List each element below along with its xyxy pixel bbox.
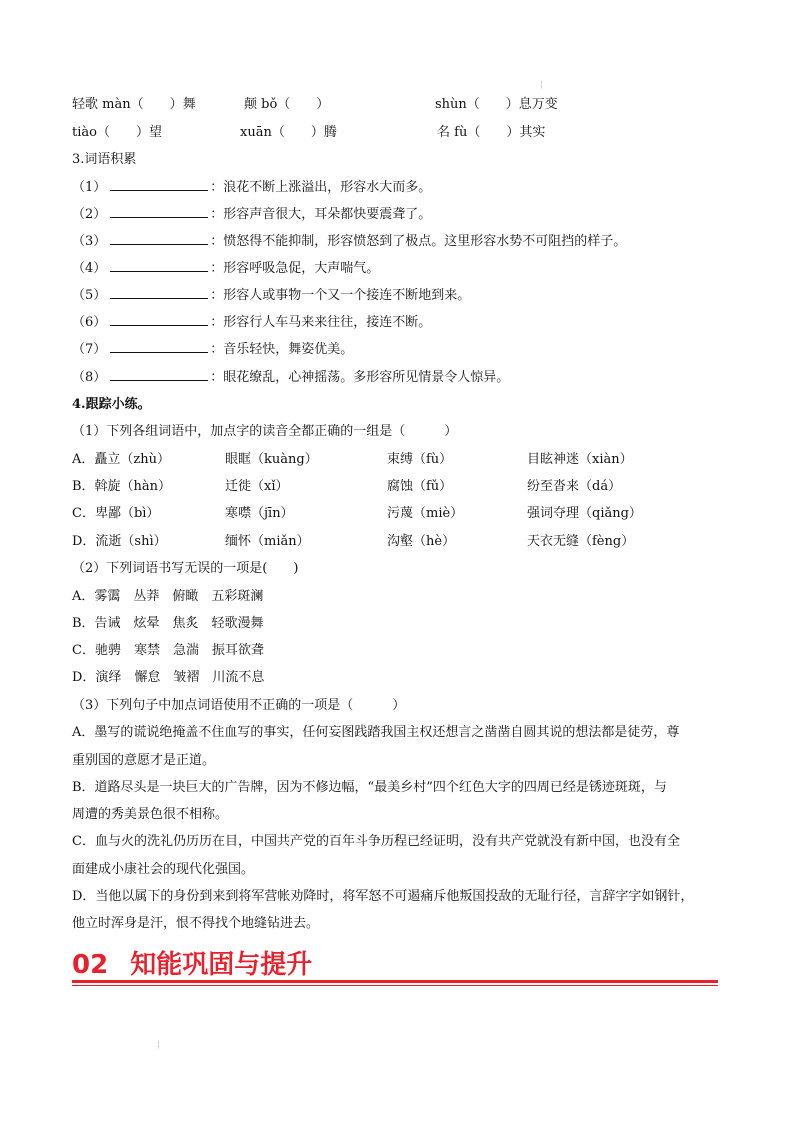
vocab-item-3 xyxy=(72,233,626,251)
q1-option-a-3: 束缚（fù） xyxy=(387,452,453,467)
pinyin-row2-col1: tiào（ ）望 xyxy=(72,125,162,140)
q1-option-a-4: 目眩神迷（xiàn） xyxy=(527,452,633,467)
q2-stem: （2）下列词语书写无误的一项是( ) xyxy=(72,561,299,576)
vocab-item-number: （6） xyxy=(72,315,107,330)
q2-option-b: B．告诫 炫晕 焦炙 轻歌漫舞 xyxy=(72,616,264,631)
q3-option-c-line1: C．血与火的洗礼仍历历在目，中国共产党的百年斗争历程已经证明，没有共产党就没有新中国，也没有全 xyxy=(72,834,680,849)
pinyin-row1-col1: 轻歌 màn（ ）舞 xyxy=(72,97,196,112)
vocab-item-number: （3） xyxy=(72,234,107,249)
q1-option-c-4: 强词夺理（qiǎng） xyxy=(527,506,642,521)
vocab-item-definition: ：形容行人车马来来往往，接连不断。 xyxy=(210,315,432,330)
vocab-item-definition: ：浪花不断上涨溢出，形容水大而多。 xyxy=(210,180,432,195)
section-heading-number: 02 xyxy=(72,950,109,980)
q3-option-a-line2: 重别国的意愿才是正道。 xyxy=(72,753,216,768)
q1-option-b-3: 腐蚀（fǔ） xyxy=(387,479,453,494)
q2-option-d: D．演绎 懈怠 皱褶 川流不息 xyxy=(72,670,265,685)
q3-option-a-line1: A．墨写的谎说绝掩盖不住血写的事实，任何妄图践踏我国主权还想言之凿凿自圆其说的想法都是徒劳，尊 xyxy=(72,725,680,740)
q3-option-c-line2: 面建成小康社会的现代化强国。 xyxy=(72,862,255,877)
vocab-item-number: （2） xyxy=(72,207,107,222)
section-heading xyxy=(72,948,312,982)
q1-stem: （1）下列各组词语中，加点字的读音全都正确的一组是（ ） xyxy=(72,424,458,439)
vocab-item-1 xyxy=(72,179,431,197)
answer-blank[interactable] xyxy=(110,287,208,299)
vocab-item-number: （7） xyxy=(72,342,107,357)
q3-option-b-line2: 周遭的秀美景色很不相称。 xyxy=(72,807,229,822)
vocab-item-number: （5） xyxy=(72,288,107,303)
q3-option-b-line1: B．道路尽头是一块巨大的广告牌，因为不修边幅，“最美乡村”四个红色大字的四周已经是锈迹斑斑，与 xyxy=(72,780,667,795)
q2-option-c: C．驰骋 寒禁 急湍 振耳欲聋 xyxy=(72,643,264,658)
q2-option-a: A．雾霭 丛莽 俯瞰 五彩斑澜 xyxy=(72,589,264,604)
vocab-item-definition: ：形容声音很大，耳朵都快要震聋了。 xyxy=(210,207,432,222)
vocab-item-7 xyxy=(72,341,353,359)
vocab-item-definition: ：形容呼吸急促，大声喘气。 xyxy=(210,261,380,276)
q3-option-d-line2: 他立时浑身是汗，恨不得找个地缝钻进去。 xyxy=(72,916,320,931)
q1-option-a-2: 眼眶（kuàng） xyxy=(225,452,318,467)
scan-mark-top: ¦ xyxy=(540,80,544,90)
section-heading-title: 知能巩固与提升 xyxy=(130,950,313,980)
q3-stem: （3）下列句子中加点词语使用不正确的一项是（ ） xyxy=(72,698,406,713)
vocab-item-4 xyxy=(72,260,379,278)
vocab-item-definition: ：音乐轻快，舞姿优美。 xyxy=(210,342,354,357)
vocab-item-5 xyxy=(72,287,470,305)
section4-title: 4.跟踪小练。 xyxy=(72,397,151,412)
q1-option-c-1: C．卑鄙（bì） xyxy=(72,506,160,521)
q1-option-d-1: D．流逝（shì） xyxy=(72,534,167,549)
q1-option-c-2: 寒噤（jīn） xyxy=(225,506,294,521)
vocab-item-number: （8） xyxy=(72,370,107,385)
answer-blank[interactable] xyxy=(110,369,208,381)
answer-blank[interactable] xyxy=(110,260,208,272)
q3-option-d-line1: D．当他以属下的身份到来到将军营帐劝降时，将军怒不可遏痛斥他叛国投敌的无耻行径，言辞字字如钢针， xyxy=(72,889,694,904)
answer-blank[interactable] xyxy=(110,233,208,245)
pinyin-row1-col3: shùn（ ）息万变 xyxy=(435,97,558,112)
q1-option-d-3: 沟壑（hè） xyxy=(387,534,456,549)
vocab-item-number: （1） xyxy=(72,180,107,195)
q1-option-b-1: B．斡旋（hàn） xyxy=(72,479,172,494)
vocab-item-2 xyxy=(72,206,431,224)
vocab-item-definition: ：愤怒得不能抑制，形容愤怒到了极点。这里形容水势不可阻挡的样子。 xyxy=(210,234,627,249)
answer-blank[interactable] xyxy=(110,206,208,218)
answer-blank[interactable] xyxy=(110,314,208,326)
scan-mark-bottom: ¦ xyxy=(157,1040,161,1050)
heading-rule-thick xyxy=(72,980,718,983)
q1-option-d-4: 天衣无缝（fèng） xyxy=(527,534,635,549)
vocab-item-8 xyxy=(72,369,509,387)
q1-option-b-2: 迁徙（xǐ） xyxy=(225,479,289,494)
vocab-item-definition: ：形容人或事物一个又一个接连不断地到来。 xyxy=(210,288,471,303)
q1-option-d-2: 缅怀（miǎn） xyxy=(225,534,310,549)
vocab-item-6 xyxy=(72,314,431,332)
q1-option-c-3: 污蔑（miè） xyxy=(387,506,464,521)
vocab-item-definition: ：眼花缭乱，心神摇荡。多形容所见情景令人惊异。 xyxy=(210,370,510,385)
answer-blank[interactable] xyxy=(110,179,208,191)
pinyin-row1-col2: 颠 bǒ（ ） xyxy=(244,97,330,112)
q1-option-a-1: A．矗立（zhù） xyxy=(72,452,170,467)
pinyin-row2-col2: xuān（ ）腾 xyxy=(240,125,337,140)
pinyin-row2-col3: 名 fù（ ）其实 xyxy=(437,125,546,140)
heading-rule-thin xyxy=(72,985,718,986)
section3-title: 3.词语积累 xyxy=(72,152,137,167)
vocab-item-number: （4） xyxy=(72,261,107,276)
answer-blank[interactable] xyxy=(110,341,208,353)
q1-option-b-4: 纷至沓来（dá） xyxy=(527,479,622,494)
